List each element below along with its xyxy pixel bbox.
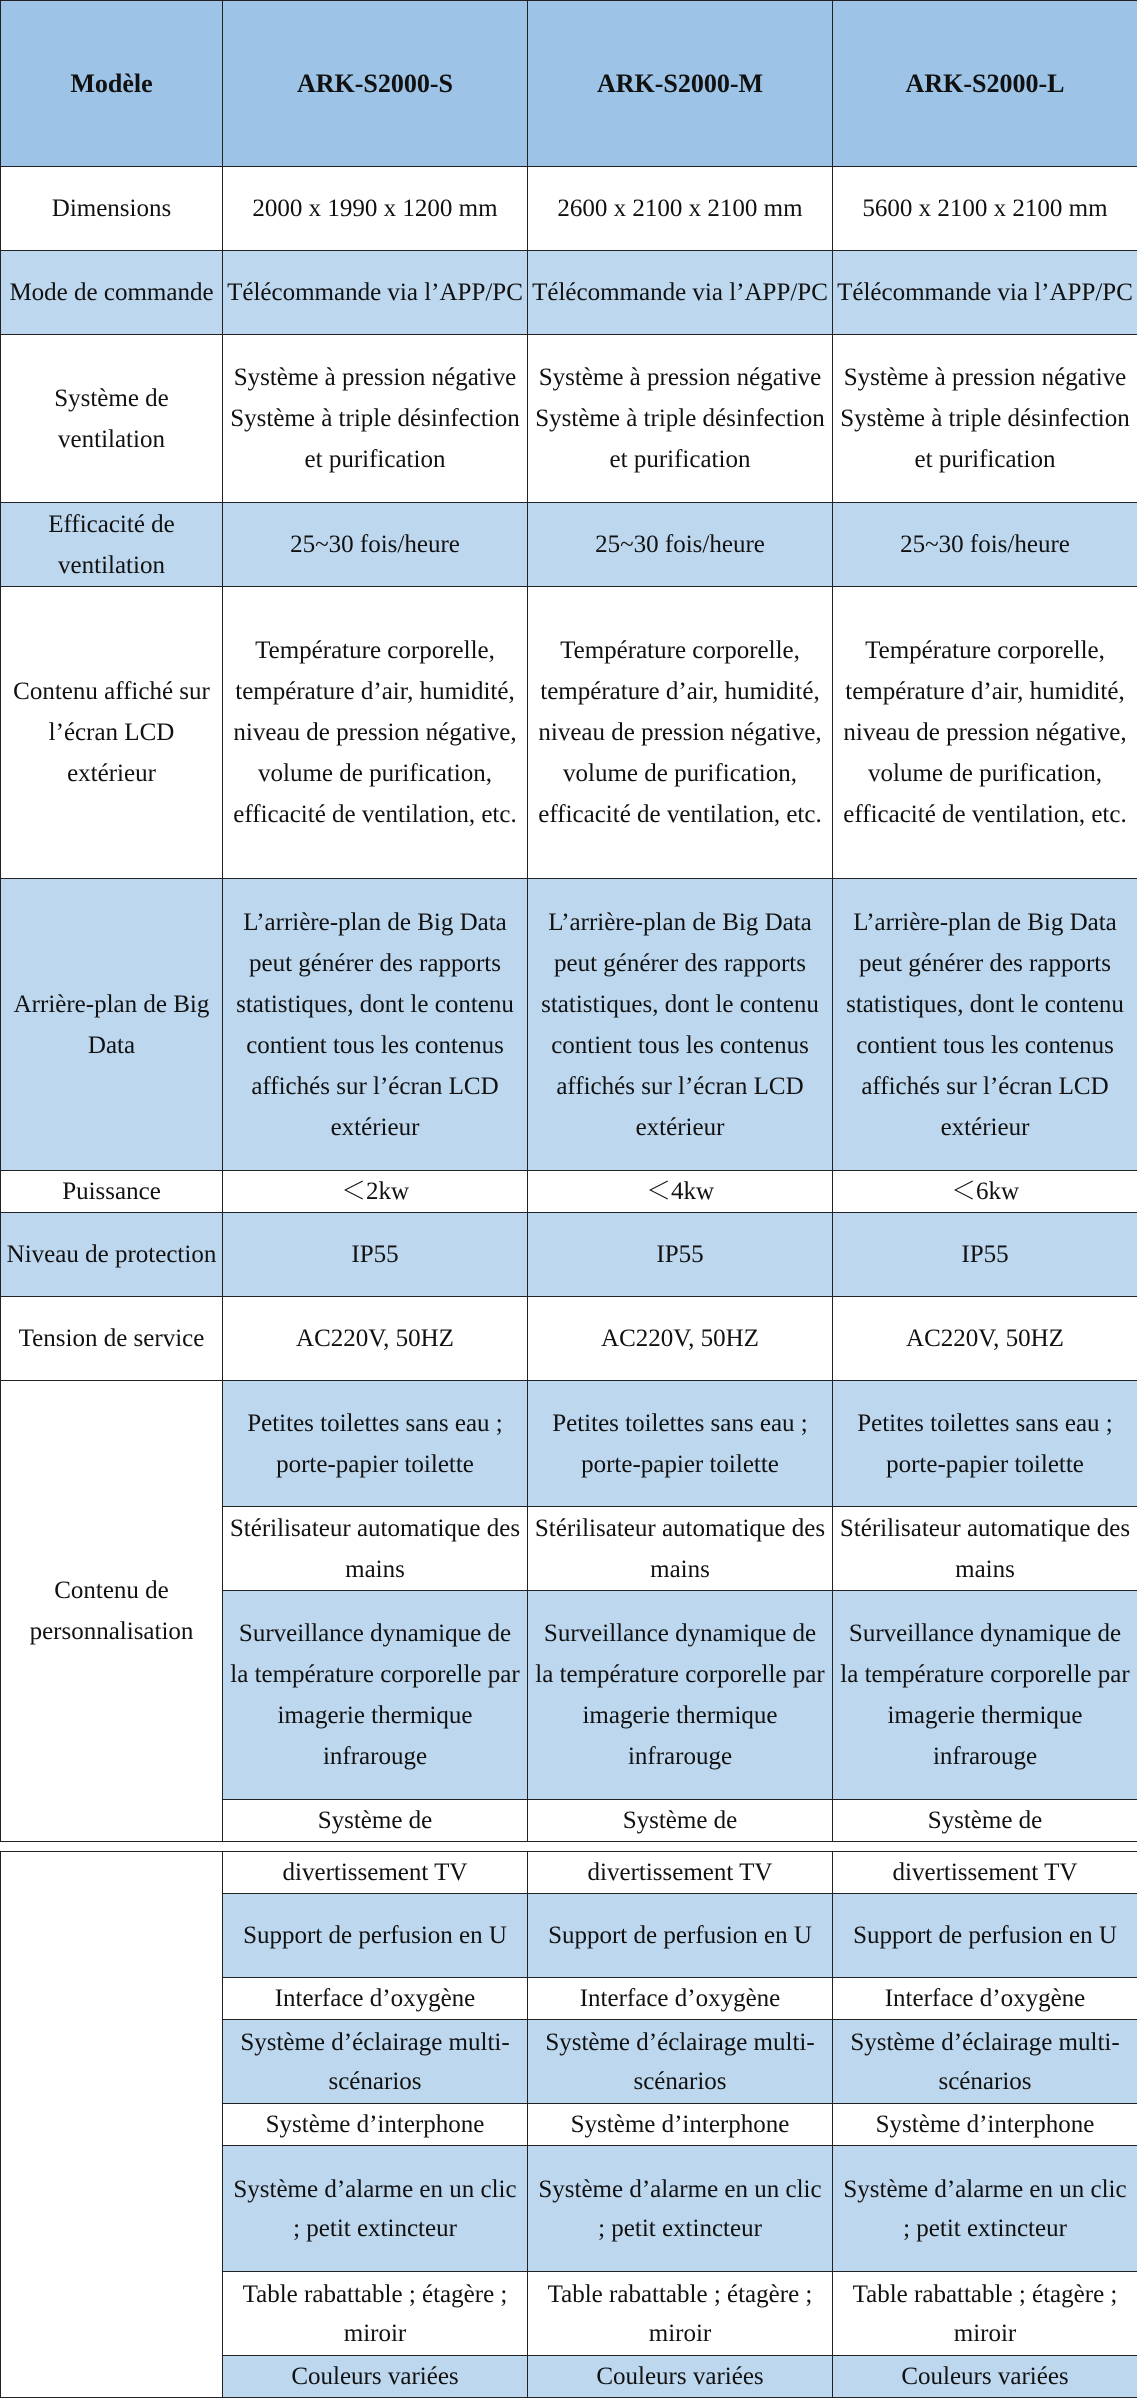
cell-value: Température corporelle, température d’air, humidité, niveau de pression négative, volume de purification, efficacité de ventilation, etc. xyxy=(833,587,1137,879)
cell-value: Système d’alarme en un clic ; petit extincteur xyxy=(223,2146,528,2272)
cell-value: Table rabattable ; étagère ; miroir xyxy=(833,2272,1137,2356)
row-ventilation-system xyxy=(1,335,1137,503)
cell-value: 5600 x 2100 x 2100 mm xyxy=(833,167,1137,251)
cell-value: Petites toilettes sans eau ; porte-papier toilette xyxy=(223,1381,528,1507)
cell-value: 25~30 fois/heure xyxy=(223,503,528,587)
cell-value: Couleurs variées xyxy=(528,2356,833,2398)
row-label: Arrière-plan de Big Data xyxy=(1,879,223,1171)
cell-value: Télécommande via l’APP/PC xyxy=(223,251,528,335)
cell-value: Système de xyxy=(223,1800,528,1842)
cell-value: Surveillance dynamique de la température corporelle par imagerie thermique infrarouge xyxy=(223,1591,528,1800)
cell-value: Système d’alarme en un clic ; petit extincteur xyxy=(528,2146,833,2272)
cell-value: Couleurs variées xyxy=(833,2356,1137,2398)
cell-value: Surveillance dynamique de la température corporelle par imagerie thermique infrarouge xyxy=(833,1591,1137,1800)
model-s-header: ARK-S2000-S xyxy=(223,1,528,167)
cell-value: L’arrière-plan de Big Data peut générer des rapports statistiques, dont le contenu contient tous les contenus affichés sur l’écran LCD extérieur xyxy=(833,879,1137,1171)
model-m-header: ARK-S2000-M xyxy=(528,1,833,167)
cell-value: Table rabattable ; étagère ; miroir xyxy=(223,2272,528,2356)
row-lcd-content xyxy=(1,587,1137,879)
row-label: Tension de service xyxy=(1,1297,223,1381)
personalisation-label: Contenu de personnalisation xyxy=(1,1381,223,1842)
personalisation-label-continued xyxy=(1,1852,223,2398)
cell-value: Interface d’oxygène xyxy=(833,1978,1137,2020)
row-label: Efficacité de ventilation xyxy=(1,503,223,587)
cell-value: Support de perfusion en U xyxy=(833,1894,1137,1978)
cell-value: Stérilisateur automatique des mains xyxy=(528,1507,833,1591)
cell-value: Système à pression négative Système à triple désinfection et purification xyxy=(223,335,528,503)
row-power xyxy=(1,1171,1137,1213)
cell-value: Système de xyxy=(528,1800,833,1842)
personalisation-item xyxy=(1,1852,1137,1894)
cell-value: divertissement TV xyxy=(223,1852,528,1894)
cell-value: Système d’alarme en un clic ; petit extincteur xyxy=(833,2146,1137,2272)
row-label: Dimensions xyxy=(1,167,223,251)
cell-value: Système d’interphone xyxy=(833,2104,1137,2146)
row-big-data xyxy=(1,879,1137,1171)
cell-value: AC220V, 50HZ xyxy=(833,1297,1137,1381)
row-label: Système de ventilation xyxy=(1,335,223,503)
cell-value: 2000 x 1990 x 1200 mm xyxy=(223,167,528,251)
header-row xyxy=(1,1,1137,167)
spec-table-part-2 xyxy=(0,1851,1137,2398)
row-label: Contenu affiché sur l’écran LCD extérieur xyxy=(1,587,223,879)
cell-value: L’arrière-plan de Big Data peut générer des rapports statistiques, dont le contenu contient tous les contenus affichés sur l’écran LCD extérieur xyxy=(223,879,528,1171)
row-protection-level xyxy=(1,1213,1137,1297)
cell-value: Couleurs variées xyxy=(223,2356,528,2398)
cell-value: ＜4kw xyxy=(528,1171,833,1213)
cell-value: Interface d’oxygène xyxy=(223,1978,528,2020)
cell-value: Interface d’oxygène xyxy=(528,1978,833,2020)
row-label: Niveau de protection xyxy=(1,1213,223,1297)
cell-value: ＜2kw xyxy=(223,1171,528,1213)
row-ventilation-efficiency xyxy=(1,503,1137,587)
cell-value: Table rabattable ; étagère ; miroir xyxy=(528,2272,833,2356)
cell-value: Support de perfusion en U xyxy=(528,1894,833,1978)
cell-value: 25~30 fois/heure xyxy=(833,503,1137,587)
cell-value: Température corporelle, température d’air, humidité, niveau de pression négative, volume de purification, efficacité de ventilation, etc. xyxy=(223,587,528,879)
cell-value: 25~30 fois/heure xyxy=(528,503,833,587)
cell-value: IP55 xyxy=(223,1213,528,1297)
personalisation-item xyxy=(1,1381,1137,1507)
cell-value: IP55 xyxy=(833,1213,1137,1297)
cell-value: Système de xyxy=(833,1800,1137,1842)
model-l-header: ARK-S2000-L xyxy=(833,1,1137,167)
cell-value: Support de perfusion en U xyxy=(223,1894,528,1978)
row-dimensions xyxy=(1,167,1137,251)
cell-value: Stérilisateur automatique des mains xyxy=(833,1507,1137,1591)
cell-value: 2600 x 2100 x 2100 mm xyxy=(528,167,833,251)
cell-value: Petites toilettes sans eau ; porte-papier toilette xyxy=(833,1381,1137,1507)
cell-value: Télécommande via l’APP/PC xyxy=(528,251,833,335)
header-label: Modèle xyxy=(1,1,223,167)
cell-value: divertissement TV xyxy=(528,1852,833,1894)
cell-value: Système d’éclairage multi-scénarios xyxy=(833,2020,1137,2104)
cell-value: L’arrière-plan de Big Data peut générer des rapports statistiques, dont le contenu contient tous les contenus affichés sur l’écran LCD extérieur xyxy=(528,879,833,1171)
cell-value: Température corporelle, température d’air, humidité, niveau de pression négative, volume de purification, efficacité de ventilation, etc. xyxy=(528,587,833,879)
cell-value: AC220V, 50HZ xyxy=(528,1297,833,1381)
cell-value: IP55 xyxy=(528,1213,833,1297)
cell-value: Système à pression négative Système à triple désinfection et purification xyxy=(833,335,1137,503)
row-label: Mode de commande xyxy=(1,251,223,335)
cell-value: Système d’interphone xyxy=(528,2104,833,2146)
cell-value: Système à pression négative Système à triple désinfection et purification xyxy=(528,335,833,503)
cell-value: Stérilisateur automatique des mains xyxy=(223,1507,528,1591)
cell-value: ＜6kw xyxy=(833,1171,1137,1213)
cell-value: Système d’éclairage multi-scénarios xyxy=(528,2020,833,2104)
row-control-mode xyxy=(1,251,1137,335)
cell-value: AC220V, 50HZ xyxy=(223,1297,528,1381)
cell-value: divertissement TV xyxy=(833,1852,1137,1894)
cell-value: Surveillance dynamique de la température corporelle par imagerie thermique infrarouge xyxy=(528,1591,833,1800)
row-label: Puissance xyxy=(1,1171,223,1213)
cell-value: Petites toilettes sans eau ; porte-papier toilette xyxy=(528,1381,833,1507)
cell-value: Télécommande via l’APP/PC xyxy=(833,251,1137,335)
cell-value: Système d’interphone xyxy=(223,2104,528,2146)
cell-value: Système d’éclairage multi-scénarios xyxy=(223,2020,528,2104)
row-voltage xyxy=(1,1297,1137,1381)
